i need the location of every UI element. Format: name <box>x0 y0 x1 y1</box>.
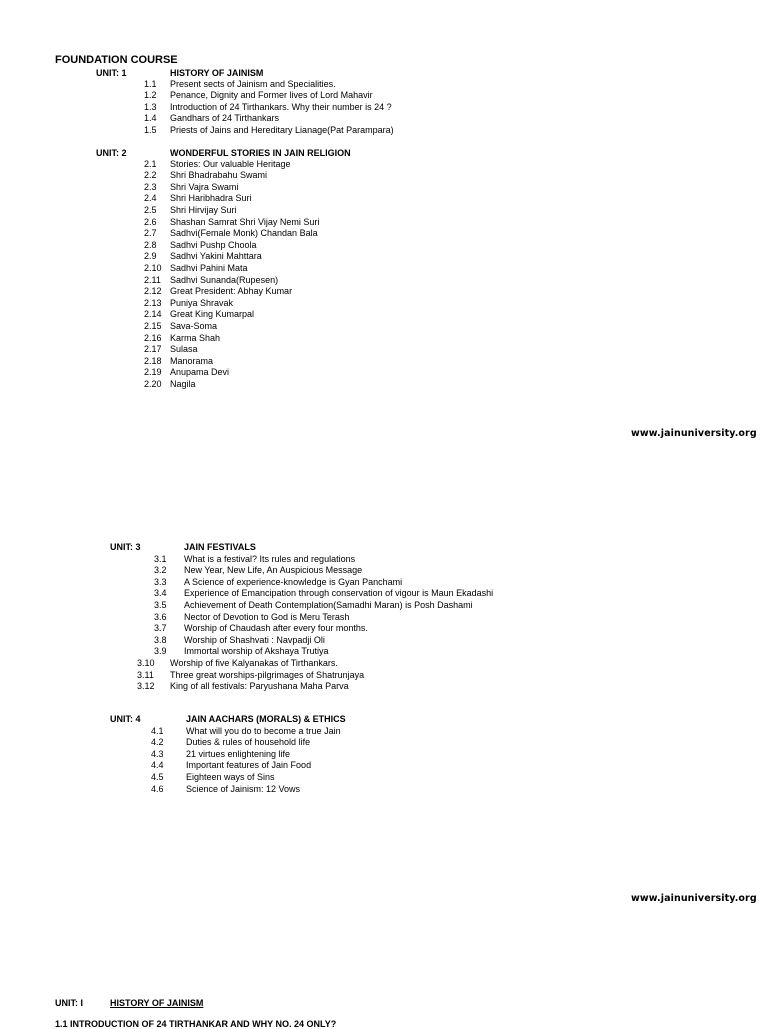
item-text: A Science of experience-knowledge is Gyan Panchami <box>184 576 403 587</box>
item-number: 3.9 <box>154 646 167 657</box>
item-text: Duties & rules of household life <box>186 737 311 748</box>
item-number: 1.1 <box>144 78 157 89</box>
item-number: 3.10 <box>137 657 155 668</box>
item-number: 2.20 <box>144 378 162 389</box>
item-text: Puniya Shravak <box>170 297 234 308</box>
item-text: Shashan Samrat Shri Vijay Nemi Suri <box>170 216 320 227</box>
item-text: 21 virtues enlightening life <box>186 748 291 759</box>
item-number: 2.11 <box>144 274 161 285</box>
item-text: Shri Vajra Swami <box>170 181 239 192</box>
item-number: 2.2 <box>144 170 157 181</box>
item-text: Achievement of Death Contemplation(Samadhi Maran) is Posh Dashami <box>184 599 473 610</box>
item-number: 2.12 <box>144 286 162 297</box>
item-number: 2.1 <box>144 158 157 169</box>
item-number: 2.19 <box>144 367 162 378</box>
item-number: 3.6 <box>154 611 167 622</box>
item-number: 2.16 <box>144 332 162 343</box>
item-text: Worship of Chaudash after every four months. <box>184 623 368 634</box>
unit-title: JAIN AACHARS (MORALS) & ETHICS <box>186 714 346 724</box>
item-number: 3.2 <box>154 565 167 576</box>
item-text: Sadhvi Sunanda(Rupesen) <box>170 274 279 285</box>
item-number: 2.4 <box>144 193 157 204</box>
website-footer: www.jainuniversity.org <box>631 428 757 439</box>
next-section-heading: 1.1 INTRODUCTION OF 24 TIRTHANKAR AND WHY NO. 24 ONLY? <box>55 1019 337 1029</box>
item-text: What will you do to become a true Jain <box>186 725 341 736</box>
unit-label: UNIT: 3 <box>110 542 141 552</box>
item-text: Shri Haribhadra Suri <box>170 193 252 204</box>
item-number: 2.17 <box>144 344 162 355</box>
item-text: Shri Bhadrabahu Swami <box>170 170 268 181</box>
item-text: What is a festival? Its rules and regulations <box>184 553 356 564</box>
item-text: Science of Jainism: 12 Vows <box>186 783 301 794</box>
item-number: 2.7 <box>144 228 157 239</box>
item-text: Eighteen ways of Sins <box>186 771 275 782</box>
item-number: 3.1 <box>154 553 167 564</box>
item-number: 1.2 <box>144 90 157 101</box>
item-number: 4.4 <box>151 760 164 771</box>
item-text: Nagila <box>170 378 196 389</box>
item-text: Priests of Jains and Hereditary Lianage(Pat Parampara) <box>170 124 394 135</box>
item-number: 2.15 <box>144 320 162 331</box>
item-text: Sadhvi Pushp Choola <box>170 239 257 250</box>
item-number: 2.8 <box>144 239 157 250</box>
item-text: Sadhvi Pahini Mata <box>170 262 248 273</box>
item-text: Worship of five Kalyanakas of Tirthankars. <box>170 657 338 668</box>
item-text: Experience of Emancipation through conservation of vigour is Maun Ekadashi <box>184 588 494 599</box>
item-text: Stories: Our valuable Heritage <box>170 158 291 169</box>
item-number: 4.1 <box>151 725 164 736</box>
item-text: Anupama Devi <box>170 367 230 378</box>
item-text: Shri Hirvijay Suri <box>170 204 237 215</box>
item-number: 3.5 <box>154 599 167 610</box>
item-text: Karma Shah <box>170 332 221 343</box>
item-number: 2.14 <box>144 309 162 320</box>
item-text: Introduction of 24 Tirthankars. Why their number is 24 ? <box>170 101 392 112</box>
item-text: New Year, New Life, An Auspicious Message <box>184 565 363 576</box>
item-text: Sadhvi Yakini Mahttara <box>170 251 262 262</box>
item-text: Sadhvi(Female Monk) Chandan Bala <box>170 228 318 239</box>
item-number: 3.8 <box>154 634 167 645</box>
item-number: 1.3 <box>144 101 157 112</box>
item-number: 4.3 <box>151 748 164 759</box>
item-text: Nector of Devotion to God is Meru Terash <box>184 611 350 622</box>
item-number: 3.7 <box>154 623 167 634</box>
item-text: Great King Kumarpal <box>170 309 255 320</box>
unit-title: WONDERFUL STORIES IN JAIN RELIGION <box>170 148 351 158</box>
item-text: Worship of Shashvati : Navpadji Oli <box>184 634 325 645</box>
item-text: Gandhars of 24 Tirthankars <box>170 113 280 124</box>
unit-label: UNIT: 2 <box>96 148 127 158</box>
item-number: 2.10 <box>144 262 162 273</box>
item-text: Manorama <box>170 355 214 366</box>
item-number: 2.13 <box>144 297 162 308</box>
website-footer: www.jainuniversity.org <box>631 893 757 904</box>
next-unit-title: HISTORY OF JAINISM <box>110 998 204 1008</box>
item-text: Three great worships-pilgrimages of Shatrunjaya <box>170 669 365 680</box>
item-number: 3.3 <box>154 576 167 587</box>
item-text: King of all festivals: Paryushana Maha Parva <box>170 681 349 692</box>
item-text: Important features of Jain Food <box>186 760 312 771</box>
unit-title: HISTORY OF JAINISM <box>170 68 264 78</box>
item-text: Great President: Abhay Kumar <box>170 286 293 297</box>
unit-label: UNIT: 1 <box>96 68 127 78</box>
item-number: 2.3 <box>144 181 157 192</box>
next-unit-label: UNIT: I <box>55 998 83 1008</box>
item-number: 4.5 <box>151 771 164 782</box>
item-text: Sava-Soma <box>170 320 218 331</box>
item-number: 4.6 <box>151 783 164 794</box>
item-text: Penance, Dignity and Former lives of Lord Mahavir <box>170 90 373 101</box>
item-number: 2.18 <box>144 355 162 366</box>
unit-title: JAIN FESTIVALS <box>184 542 256 552</box>
item-number: 4.2 <box>151 737 164 748</box>
item-number: 1.4 <box>144 113 157 124</box>
item-number: 3.12 <box>137 681 155 692</box>
course-title: FOUNDATION COURSE <box>55 54 178 66</box>
item-number: 3.11 <box>137 669 154 680</box>
item-number: 2.9 <box>144 251 157 262</box>
item-text: Sulasa <box>170 344 198 355</box>
item-text: Present sects of Jainism and Specialities. <box>170 78 336 89</box>
item-number: 2.6 <box>144 216 157 227</box>
item-text: Immortal worship of Akshaya Trutiya <box>184 646 329 657</box>
item-number: 2.5 <box>144 204 157 215</box>
unit-label: UNIT: 4 <box>110 714 141 724</box>
item-number: 3.4 <box>154 588 167 599</box>
item-number: 1.5 <box>144 124 157 135</box>
